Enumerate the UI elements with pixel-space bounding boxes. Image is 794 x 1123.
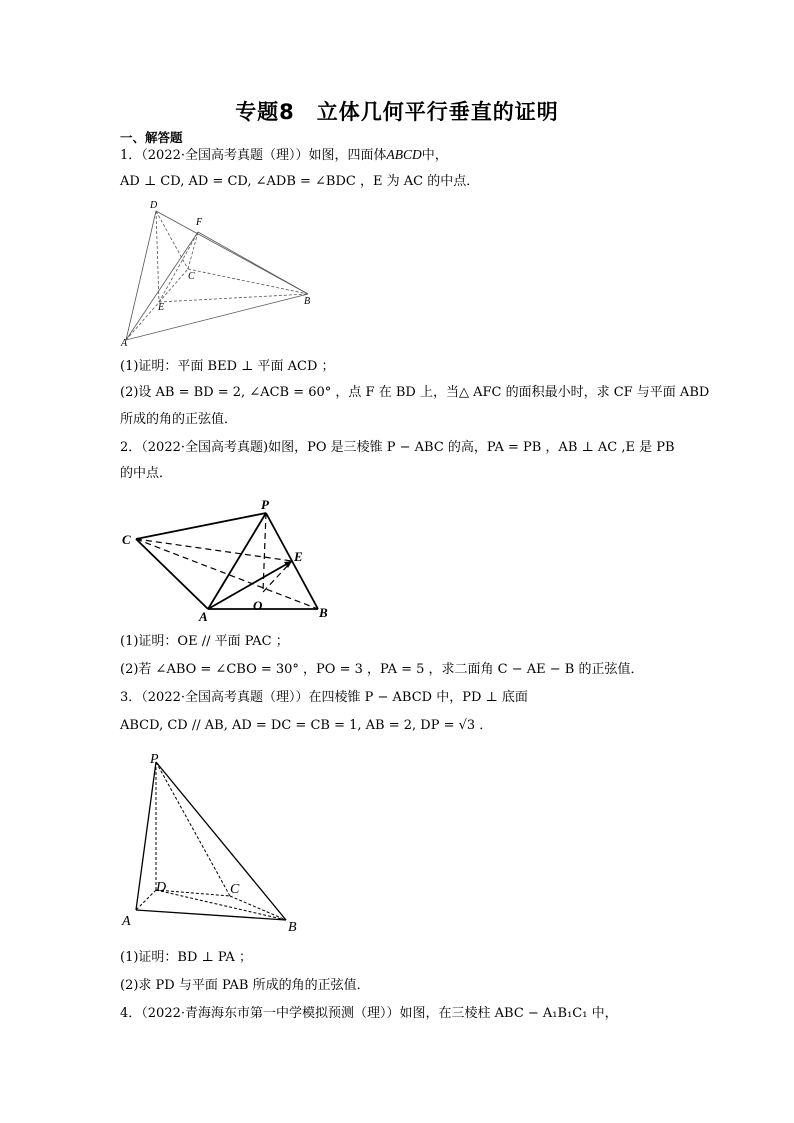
label-P: P <box>150 752 159 767</box>
label-E: E <box>158 302 165 313</box>
figure-pyramid-pabcd <box>118 748 318 938</box>
label-O: O <box>253 598 263 613</box>
figure-pyramid-pabc <box>118 494 338 624</box>
label-B: B <box>304 296 311 307</box>
problem-2-number: 2． <box>120 440 142 455</box>
label-B: B <box>319 605 328 620</box>
problem-3-q1: (1)证明：BD ⊥ PA ； <box>120 950 252 965</box>
section-label: 一、解答题 <box>120 130 183 145</box>
label-E: E <box>294 549 303 564</box>
problem-1-condition: AD ⊥ CD, AD = CD, ∠ADB = ∠BDC ，E 为 AC 的中点． <box>120 174 480 189</box>
problem-1-q2: (2)设 AB = BD = 2, ∠ACB = 60° ，点 F 在 BD 上，当△ AFC 的面积最小时，求 CF 与平面 ABD <box>120 385 710 400</box>
problem-1-number: 1． <box>120 148 142 163</box>
problem-1-source-end: 中， <box>421 148 448 163</box>
problem-1-header <box>120 147 448 164</box>
label-D: D <box>150 200 158 211</box>
problem-3-q2: (2)求 PD 与平面 PAB 所成的角的正弦值． <box>120 978 370 993</box>
label-C: C <box>230 882 240 897</box>
problem-3-condition: ABCD, CD // AB, AD = DC = CB = 1, AB = 2, DP = √3 ． <box>120 718 493 733</box>
label-F: F <box>196 217 203 228</box>
label-A: A <box>122 914 131 929</box>
problem-1-solid-name: ABCD <box>386 147 422 162</box>
problem-1-source: （2022·全国高考真题（理））如图，四面体 <box>141 148 387 163</box>
problem-2-q1: (1)证明：OE // 平面 PAC ； <box>120 634 289 649</box>
figure-tetrahedron-abcd <box>118 196 318 346</box>
problem-3-source: （2022·全国高考真题（理））在四棱锥 P − ABCD 中，PD ⊥ 底面 <box>141 690 528 705</box>
problem-2-q2: (2)若 ∠ABO = ∠CBO = 30° ，PO = 3 ，PA = 5 ，求二面角 C − AE − B 的正弦值． <box>120 662 644 677</box>
problem-3-header <box>120 690 528 706</box>
label-A: A <box>121 338 128 346</box>
label-D: D <box>156 880 167 895</box>
label-B: B <box>288 920 297 935</box>
problem-1-q1: (1)证明：平面 BED ⊥ 平面 ACD ； <box>120 359 335 374</box>
label-C: C <box>188 271 195 282</box>
label-A: A <box>199 609 208 624</box>
problem-2-source: （2022·全国高考真题)如图，PO 是三棱锥 P − ABC 的高，PA = PB ，AB ⊥ AC ,E 是 PB <box>141 440 675 455</box>
problem-2-source-cont: 的中点． <box>120 466 173 481</box>
label-C: C <box>122 532 131 547</box>
problem-2-header <box>120 440 675 456</box>
problem-4-source: （2022·青海海东市第一中学模拟预测（理））如图，在三棱柱 ABC − A₁B₁C₁ 中， <box>141 1006 618 1021</box>
problem-3-number: 3． <box>120 690 142 705</box>
problem-1-q2-cont: 所成的角的正弦值． <box>120 412 238 427</box>
label-P: P <box>261 497 269 512</box>
problem-4-header <box>120 1006 618 1022</box>
problem-4-number: 4． <box>120 1006 142 1021</box>
page-title: 专题8 立体几何平行垂直的证明 <box>235 100 559 124</box>
